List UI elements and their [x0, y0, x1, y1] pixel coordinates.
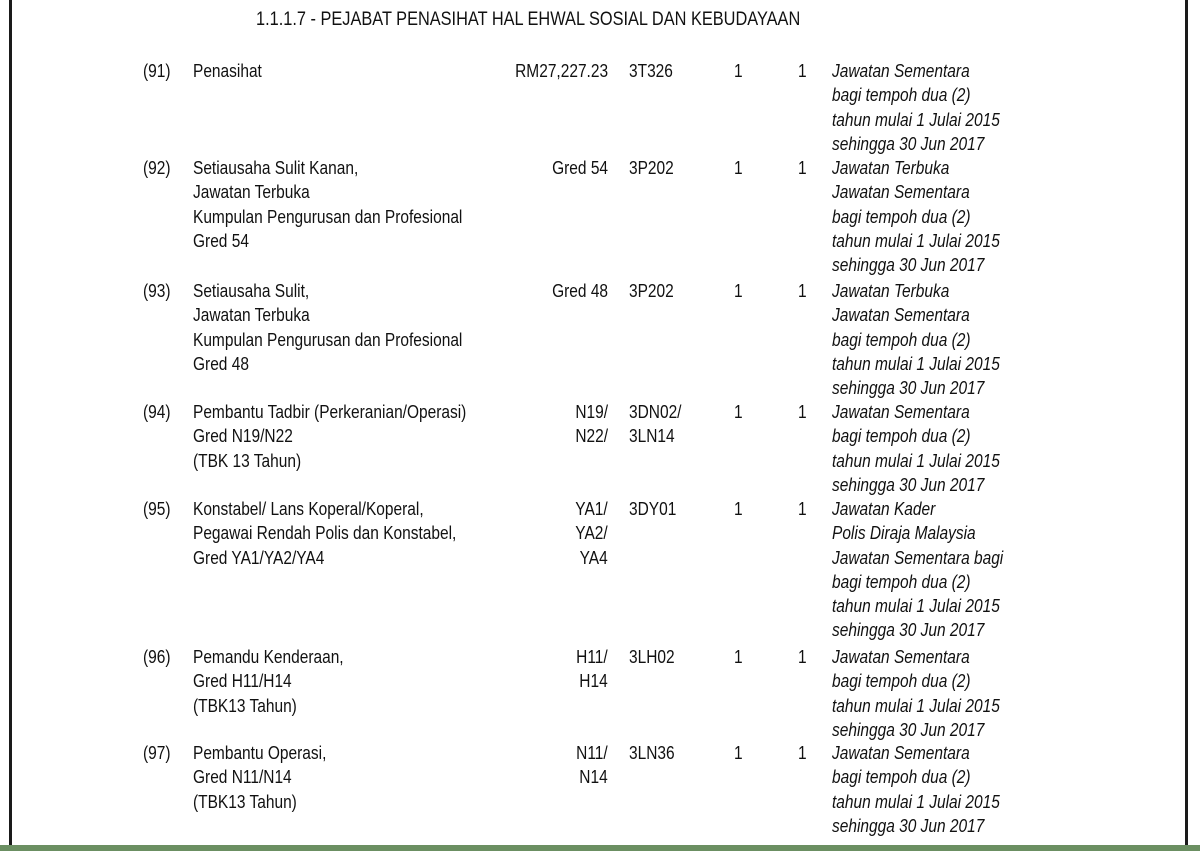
quantity-1 — [734, 400, 744, 424]
quantity-1 — [734, 645, 744, 669]
position-remarks-line: bagi tempoh dua (2) — [832, 767, 971, 788]
position-remarks-line: bagi tempoh dua (2) — [832, 426, 971, 447]
position-description-line: Kumpulan Pengurusan dan Profesional — [193, 206, 463, 227]
quantity-1 — [734, 497, 744, 521]
position-description — [193, 497, 499, 570]
position-remarks-line: tahun mulai 1 Julai 2015 — [832, 353, 1000, 374]
position-grade — [500, 59, 608, 83]
position-remarks — [832, 400, 1027, 497]
position-grade — [543, 279, 608, 303]
position-remarks-line: tahun mulai 1 Julai 2015 — [832, 791, 1000, 812]
position-remarks-line: Jawatan Kader — [832, 499, 936, 519]
position-remarks-line: Polis Diraja Malaysia — [832, 523, 976, 544]
quantity-2-text: 1 — [798, 743, 807, 763]
item-number — [143, 156, 175, 180]
position-description-line: Pembantu Tadbir (Perkeranian/Operasi) — [193, 402, 467, 422]
position-remarks-line: Jawatan Sementara — [832, 305, 970, 326]
position-grade-line: YA2/ — [575, 523, 608, 544]
position-description-line: Konstabel/ Lans Koperal/Koperal, — [193, 499, 424, 519]
quantity-2-text: 1 — [798, 61, 807, 81]
position-code-line: 3P202 — [629, 158, 674, 178]
position-description — [193, 156, 506, 253]
position-remarks-line: Jawatan Sementara — [832, 647, 970, 667]
item-number — [143, 645, 175, 669]
item-number-text: (93) — [143, 281, 171, 301]
position-remarks — [832, 645, 1027, 742]
position-remarks — [832, 156, 1027, 277]
position-grade-line: RM27,227.23 — [515, 61, 608, 81]
position-remarks-line: tahun mulai 1 Julai 2015 — [832, 230, 1000, 251]
position-remarks-line: tahun mulai 1 Julai 2015 — [832, 596, 1000, 617]
item-number — [143, 400, 175, 424]
quantity-2-text: 1 — [798, 499, 807, 519]
table-row — [0, 400, 1200, 497]
position-remarks-line: bagi tempoh dua (2) — [832, 85, 971, 106]
position-remarks — [832, 279, 1027, 400]
item-number — [143, 59, 175, 83]
quantity-1 — [734, 59, 744, 83]
quantity-2 — [798, 59, 808, 83]
position-remarks-line: sehingga 30 Jun 2017 — [832, 474, 985, 495]
position-description-line: Gred N11/N14 — [193, 767, 292, 788]
position-grade-line: N19/ — [575, 402, 608, 422]
position-remarks-line: Jawatan Terbuka — [832, 158, 950, 178]
position-grade — [571, 645, 608, 694]
position-remarks-line: sehingga 30 Jun 2017 — [832, 620, 985, 641]
table-row — [0, 59, 1200, 156]
page-border-bottom — [0, 845, 1200, 851]
position-description-line: Jawatan Terbuka — [193, 182, 310, 203]
position-code-line: 3LH02 — [629, 647, 675, 667]
table-row — [0, 741, 1200, 838]
position-remarks-line: sehingga 30 Jun 2017 — [832, 255, 985, 276]
item-number — [143, 279, 175, 303]
table-row — [0, 497, 1200, 643]
quantity-2-text: 1 — [798, 402, 807, 422]
position-description-line: Gred H11/H14 — [193, 671, 292, 692]
quantity-1 — [734, 279, 744, 303]
quantity-2 — [798, 645, 808, 669]
quantity-1 — [734, 156, 744, 180]
position-grade — [570, 400, 608, 449]
position-remarks-line: Jawatan Sementara bagi — [832, 547, 1004, 568]
position-grade-line: Gred 48 — [552, 281, 608, 301]
position-grade-line: Gred 54 — [552, 158, 608, 178]
position-remarks-line: Jawatan Sementara — [832, 61, 970, 81]
position-code — [629, 59, 680, 83]
position-description-line: (TBK 13 Tahun) — [193, 450, 302, 471]
position-remarks-line: Jawatan Sementara — [832, 402, 970, 422]
position-remarks-line: bagi tempoh dua (2) — [832, 329, 971, 350]
position-grade-line: H11/ — [576, 647, 608, 667]
position-remarks-line: Jawatan Terbuka — [832, 281, 950, 301]
position-description-line: Gred 48 — [193, 353, 249, 374]
position-grade — [571, 741, 608, 790]
position-description — [193, 279, 506, 376]
position-remarks-line: sehingga 30 Jun 2017 — [832, 719, 985, 740]
position-remarks-line: bagi tempoh dua (2) — [832, 206, 971, 227]
position-code-line: 3LN36 — [629, 743, 675, 763]
quantity-2-text: 1 — [798, 158, 807, 178]
position-description-line: Setiausaha Sulit, — [193, 281, 310, 301]
item-number-text: (94) — [143, 402, 171, 422]
item-number-text: (95) — [143, 499, 171, 519]
position-remarks-line: sehingga 30 Jun 2017 — [832, 378, 985, 399]
position-description — [193, 59, 273, 83]
position-code-line: 3DY01 — [629, 499, 677, 519]
table-row — [0, 279, 1200, 401]
position-code — [629, 497, 684, 521]
quantity-2 — [798, 400, 808, 424]
position-description-line: Jawatan Terbuka — [193, 305, 310, 326]
position-description-line: Pembantu Operasi, — [193, 743, 327, 763]
position-remarks-line: tahun mulai 1 Julai 2015 — [832, 450, 1000, 471]
position-description — [193, 400, 511, 473]
position-grade-line: YA4 — [579, 547, 608, 568]
quantity-2 — [798, 279, 808, 303]
position-grade — [543, 156, 608, 180]
position-description-line: (TBK13 Tahun) — [193, 791, 297, 812]
position-description-line: Kumpulan Pengurusan dan Profesional — [193, 329, 463, 350]
position-remarks — [832, 741, 1027, 838]
position-description — [193, 645, 368, 718]
quantity-1-text: 1 — [734, 61, 743, 81]
quantity-1 — [734, 741, 744, 765]
table-row — [0, 645, 1200, 742]
position-remarks-line: Jawatan Sementara — [832, 182, 970, 203]
position-remarks-line: Jawatan Sementara — [832, 743, 970, 763]
position-grade-line: N11/ — [576, 743, 608, 763]
position-description-line: Pegawai Rendah Polis dan Konstabel, — [193, 523, 457, 544]
position-code-line: 3T326 — [629, 61, 673, 81]
position-code-line: 3DN02/ — [629, 402, 682, 422]
section-title: 1.1.1.7 - PEJABAT PENASIHAT HAL EHWAL SOSIAL DAN KEBUDAYAAN — [256, 9, 801, 30]
position-code — [629, 156, 681, 180]
position-description-line: Pemandu Kenderaan, — [193, 647, 344, 667]
position-code-line: 3P202 — [629, 281, 674, 301]
position-grade-line: H14 — [579, 671, 608, 692]
item-number-text: (92) — [143, 158, 171, 178]
position-remarks-line: tahun mulai 1 Julai 2015 — [832, 109, 1000, 130]
item-number — [143, 497, 175, 521]
item-number-text: (91) — [143, 61, 171, 81]
position-code — [629, 400, 690, 449]
position-grade-line: YA1/ — [575, 499, 608, 519]
item-number-text: (96) — [143, 647, 171, 667]
position-remarks-line: sehingga 30 Jun 2017 — [832, 133, 985, 154]
position-description — [193, 741, 348, 814]
position-code — [629, 741, 682, 765]
position-code — [629, 279, 681, 303]
quantity-1-text: 1 — [734, 499, 743, 519]
quantity-2 — [798, 497, 808, 521]
item-number — [143, 741, 175, 765]
position-remarks — [832, 59, 1027, 156]
quantity-1-text: 1 — [734, 158, 743, 178]
quantity-2 — [798, 741, 808, 765]
item-number-text: (97) — [143, 743, 171, 763]
quantity-2-text: 1 — [798, 281, 807, 301]
position-description-line: Gred YA1/YA2/YA4 — [193, 547, 325, 568]
position-description-line: Gred N19/N22 — [193, 426, 293, 447]
position-description-line: Setiausaha Sulit Kanan, — [193, 158, 359, 178]
position-remarks — [832, 497, 1031, 643]
position-remarks-line: tahun mulai 1 Julai 2015 — [832, 695, 1000, 716]
position-remarks-line: sehingga 30 Jun 2017 — [832, 815, 985, 836]
quantity-1-text: 1 — [734, 647, 743, 667]
position-description-line: (TBK13 Tahun) — [193, 695, 297, 716]
quantity-1-text: 1 — [734, 402, 743, 422]
position-grade — [570, 497, 608, 570]
position-remarks-line: bagi tempoh dua (2) — [832, 571, 971, 592]
quantity-1-text: 1 — [734, 281, 743, 301]
position-description-line: Gred 54 — [193, 230, 249, 251]
table-row — [0, 156, 1200, 278]
position-code-line: 3LN14 — [629, 426, 675, 447]
position-description-line: Penasihat — [193, 61, 262, 81]
position-grade-line: N22/ — [575, 426, 608, 447]
quantity-1-text: 1 — [734, 743, 743, 763]
position-grade-line: N14 — [579, 767, 608, 788]
quantity-2-text: 1 — [798, 647, 807, 667]
quantity-2 — [798, 156, 808, 180]
position-code — [629, 645, 682, 669]
position-remarks-line: bagi tempoh dua (2) — [832, 671, 971, 692]
